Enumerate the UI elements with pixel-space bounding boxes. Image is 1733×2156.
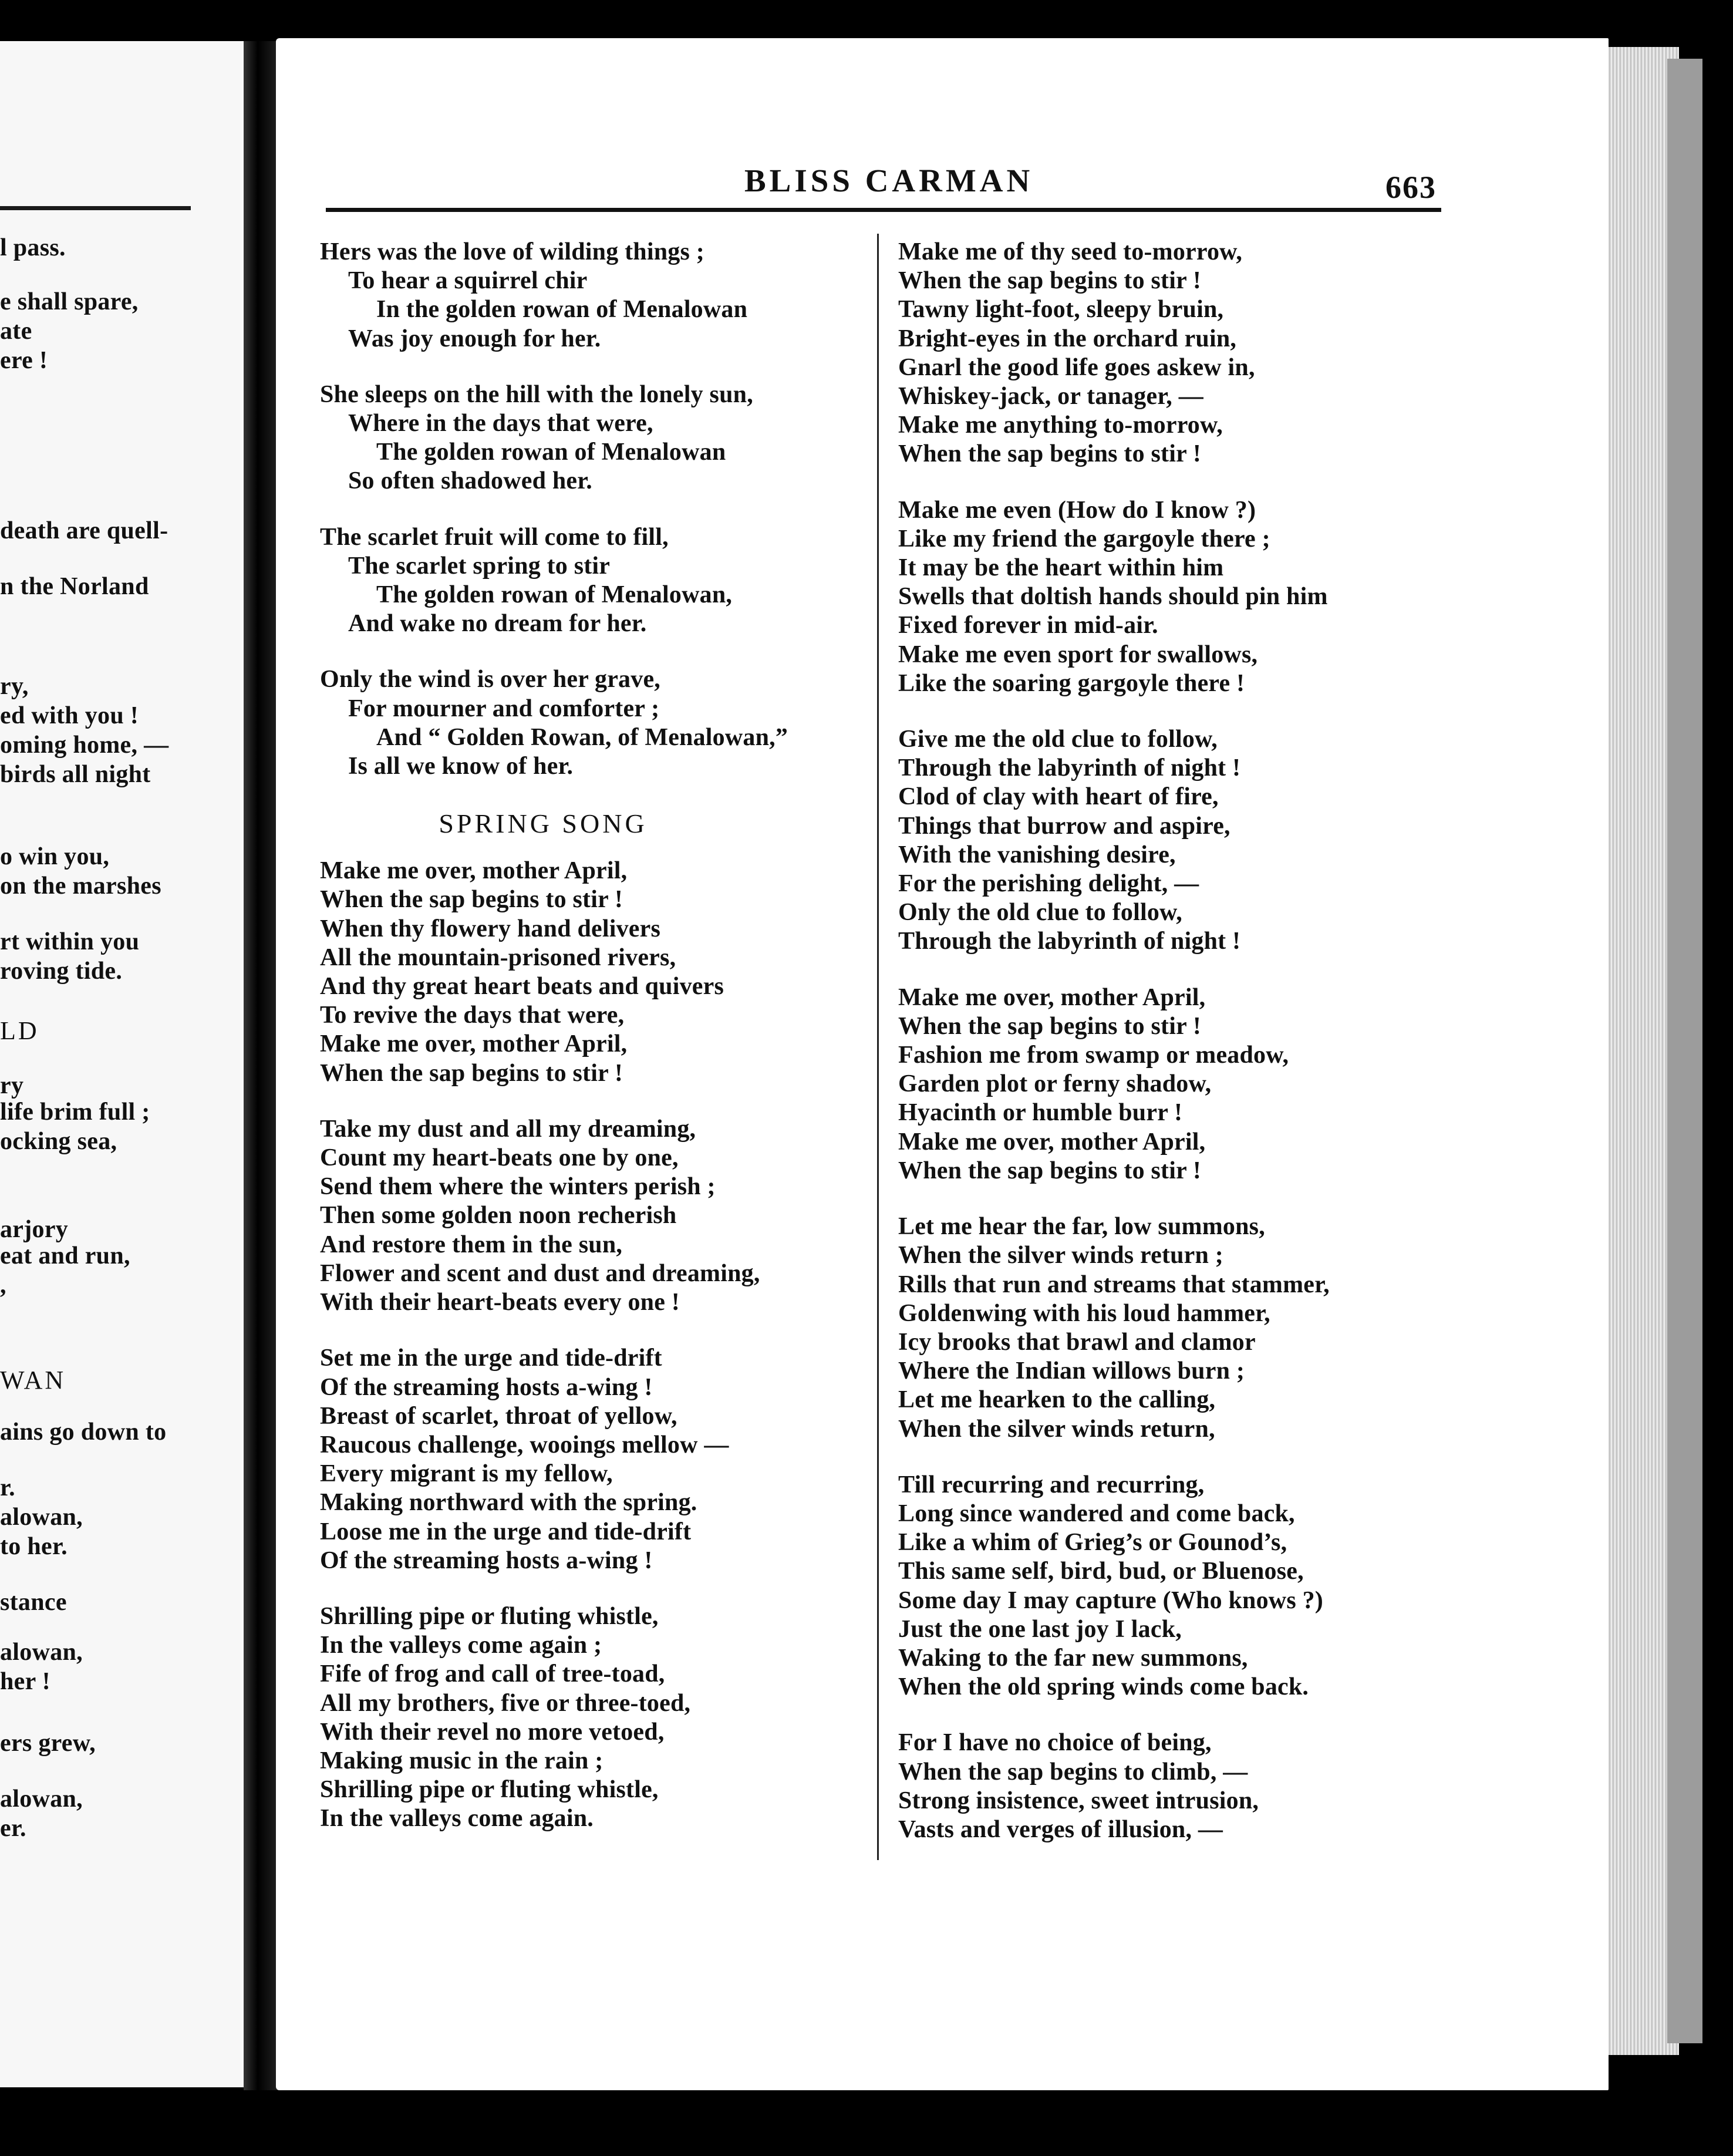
verse-line: She sleeps on the hill with the lonely sun, — [320, 380, 753, 408]
verse-line: Count my heart-beats one by one, — [320, 1144, 679, 1172]
verse-line: Where in the days that were, — [348, 410, 653, 437]
facing-page-fragment: ere ! — [0, 347, 48, 374]
verse-line: Flower and scent and dust and dreaming, — [320, 1259, 760, 1287]
facing-page-fragment: arjory — [0, 1216, 69, 1243]
verse-line: Make me over, mother April, — [320, 1030, 628, 1058]
verse-line: Shrilling pipe or fluting whistle, — [320, 1602, 659, 1630]
verse-line: Breast of scarlet, throat of yellow, — [320, 1402, 677, 1430]
verse-line: When thy flowery hand delivers — [320, 915, 661, 942]
stanza — [898, 983, 1438, 1185]
running-head: BLISS CARMAN — [744, 163, 1034, 198]
verse-line: When the sap begins to stir ! — [320, 1059, 623, 1087]
facing-page-fragment: ry, — [0, 673, 29, 700]
facing-page-fragment: life brim full ; — [0, 1099, 150, 1126]
poem-title: SPRING SONG — [439, 808, 648, 839]
facing-page-fragment: l pass. — [0, 234, 66, 261]
verse-line: Every migrant is my fellow, — [320, 1460, 613, 1488]
verse-line: The golden rowan of Menalowan, — [376, 581, 733, 609]
verse-line: Shrilling pipe or fluting whistle, — [320, 1776, 659, 1804]
verse-line: It may be the heart within him — [898, 554, 1224, 582]
verse-line: Some day I may capture (Who knows ?) — [898, 1586, 1323, 1614]
verse-line: For I have no choice of being, — [898, 1729, 1212, 1757]
facing-page-fragment: on the marshes — [0, 872, 161, 900]
facing-page-fragment: WAN — [0, 1366, 66, 1394]
verse-line: Of the streaming hosts a-wing ! — [320, 1547, 653, 1574]
facing-page-fragment: oming home, — — [0, 732, 169, 759]
facing-page-fragment: birds all night — [0, 761, 151, 788]
verse-line: Whiskey-jack, or tanager, — — [898, 383, 1203, 410]
right-column — [898, 238, 1438, 1871]
verse-line: The golden rowan of Menalowan — [376, 439, 726, 466]
verse-line: When the sap begins to stir ! — [320, 886, 623, 914]
verse-line: Like a whim of Grieg’s or Gounod’s, — [898, 1529, 1287, 1557]
verse-line: Make me over, mother April, — [898, 983, 1206, 1011]
facing-page-fragment: o win you, — [0, 843, 110, 870]
column-divider — [877, 234, 879, 1860]
verse-line: Icy brooks that brawl and clamor — [898, 1328, 1256, 1356]
page-number: 663 — [1385, 170, 1437, 205]
stanza — [898, 725, 1438, 956]
facing-page-fragment: death are quell- — [0, 517, 168, 544]
verse-line: Only the wind is over her grave, — [320, 666, 661, 693]
verse-line: This same self, bird, bud, or Bluenose, — [898, 1558, 1304, 1585]
verse-line: All the mountain-prisoned rivers, — [320, 944, 676, 971]
stanza — [320, 857, 872, 1088]
facing-page-fragment: ers grew, — [0, 1730, 96, 1757]
verse-line: Making northward with the spring. — [320, 1489, 697, 1517]
page-edges-shadow — [1667, 59, 1702, 2043]
facing-page-fragment: alowan, — [0, 1786, 83, 1813]
verse-line: When the sap begins to stir ! — [898, 440, 1202, 468]
stanza — [320, 238, 872, 353]
facing-page-fragment: stance — [0, 1589, 67, 1616]
verse-line: For mourner and comforter ; — [348, 695, 660, 722]
verse-line: When the old spring winds come back. — [898, 1673, 1309, 1701]
verse-line: Things that burrow and aspire, — [898, 812, 1230, 840]
book-gutter — [244, 41, 279, 2090]
verse-line: Where the Indian willows burn ; — [898, 1357, 1245, 1385]
verse-line: Was joy enough for her. — [348, 325, 601, 352]
verse-line: With the vanishing desire, — [898, 841, 1176, 868]
verse-line: Swells that doltish hands should pin him — [898, 583, 1328, 611]
verse-line: In the valleys come again ; — [320, 1632, 602, 1659]
stanza — [898, 1729, 1438, 1844]
stanza — [898, 1471, 1438, 1702]
verse-line: Hyacinth or humble burr ! — [898, 1099, 1183, 1127]
verse-line: Fife of frog and call of tree-toad, — [320, 1660, 665, 1688]
stanza — [320, 380, 872, 496]
verse-line: Of the streaming hosts a-wing ! — [320, 1373, 653, 1401]
verse-line: Through the labyrinth of night ! — [898, 754, 1241, 782]
verse-line: Just the one last joy I lack, — [898, 1615, 1182, 1643]
poem-spring-song — [320, 857, 872, 1833]
verse-line: The scarlet fruit will come to fill, — [320, 523, 669, 551]
verse-line: Like the soaring gargoyle there ! — [898, 669, 1245, 697]
verse-line: Bright-eyes in the orchard ruin, — [898, 325, 1237, 352]
facing-page-fragment: ate — [0, 318, 32, 345]
head-rule — [326, 208, 1441, 212]
verse-line: Goldenwing with his loud hammer, — [898, 1299, 1270, 1327]
verse-line: And wake no dream for her. — [348, 610, 647, 638]
facing-page-fragment: alowan, — [0, 1504, 83, 1531]
verse-line: So often shadowed her. — [348, 467, 592, 495]
verse-line: Tawny light-foot, sleepy bruin, — [898, 296, 1224, 324]
verse-line: The scarlet spring to stir — [348, 552, 611, 580]
verse-line: Give me the old clue to follow, — [898, 726, 1218, 753]
facing-page-fragment: r. — [0, 1474, 15, 1501]
stanza — [320, 665, 872, 781]
verse-line: Fashion me from swamp or meadow, — [898, 1042, 1289, 1069]
verse-line: Loose me in the urge and tide-drift — [320, 1518, 692, 1545]
verse-line: Like my friend the gargoyle there ; — [898, 525, 1270, 553]
poem-golden-rowan-ending — [320, 238, 872, 781]
facing-page-fragment: rt within you — [0, 928, 140, 955]
verse-line: When the silver winds return, — [898, 1415, 1215, 1443]
verse-line: To hear a squirrel chir — [348, 267, 588, 295]
facing-page-fragment: alowan, — [0, 1639, 83, 1666]
verse-line: Till recurring and recurring, — [898, 1471, 1205, 1498]
verse-line: In the golden rowan of Menalowan — [376, 296, 748, 324]
facing-page-fragment: ains go down to — [0, 1419, 167, 1446]
verse-line: Make me over, mother April, — [320, 857, 628, 885]
verse-line: Let me hear the far, low summons, — [898, 1213, 1265, 1241]
facing-page-fragment: roving tide. — [0, 958, 123, 985]
verse-line: Hers was the love of wilding things ; — [320, 238, 704, 265]
verse-line: Make me anything to-morrow, — [898, 412, 1223, 439]
facing-page-fragment: eat and run, — [0, 1242, 130, 1269]
verse-line: Take my dust and all my dreaming, — [320, 1115, 696, 1143]
stanza — [898, 1212, 1438, 1444]
verse-line: Waking to the far new summons, — [898, 1644, 1248, 1672]
verse-line: And thy great heart beats and quivers — [320, 973, 724, 1000]
verse-line: Gnarl the good life goes askew in, — [898, 353, 1255, 381]
verse-line: Rills that run and streams that stammer, — [898, 1271, 1330, 1298]
facing-page-fragment: to her. — [0, 1533, 68, 1560]
facing-page-fragment: LD — [0, 1016, 39, 1045]
verse-line: Garden plot or ferny shadow, — [898, 1070, 1212, 1098]
verse-line: In the valleys come again. — [320, 1805, 594, 1832]
verse-line: And “ Golden Rowan, of Menalowan,” — [376, 723, 788, 751]
facing-page-text — [0, 0, 247, 2114]
stanza — [320, 523, 872, 639]
verse-line: Making music in the rain ; — [320, 1747, 603, 1774]
verse-line: Only the old clue to follow, — [898, 899, 1182, 927]
facing-page-fragment: ocking sea, — [0, 1128, 117, 1155]
verse-line: Make me even sport for swallows, — [898, 641, 1258, 668]
verse-line: When the silver winds return ; — [898, 1242, 1223, 1269]
facing-page-fragment: her ! — [0, 1668, 50, 1695]
stanza — [320, 1602, 872, 1834]
verse-line: When the sap begins to stir ! — [898, 1157, 1202, 1184]
stanza — [898, 238, 1438, 469]
verse-line: Make me even (How do I know ?) — [898, 496, 1256, 524]
verse-line: And restore them in the sun, — [320, 1231, 623, 1258]
facing-page-fragment: , — [0, 1272, 6, 1299]
verse-line: Set me in the urge and tide-drift — [320, 1345, 662, 1372]
verse-line: Fixed forever in mid-air. — [898, 612, 1158, 639]
verse-line: Is all we know of her. — [348, 753, 574, 780]
verse-line: Send them where the winters perish ; — [320, 1173, 716, 1201]
stanza — [320, 1344, 872, 1575]
verse-line: Long since wandered and come back, — [898, 1500, 1295, 1527]
verse-line: With their revel no more vetoed, — [320, 1718, 665, 1746]
verse-line: Strong insistence, sweet intrusion, — [898, 1787, 1259, 1814]
verse-line: Make me of thy seed to-morrow, — [898, 238, 1243, 265]
left-column — [320, 238, 872, 1861]
poem-spring-song-continued — [898, 238, 1438, 1844]
verse-line: Let me hearken to the calling, — [898, 1386, 1216, 1414]
verse-line: Through the labyrinth of night ! — [898, 928, 1241, 955]
verse-line: Vasts and verges of illusion, — — [898, 1815, 1223, 1843]
verse-line: Raucous challenge, wooings mellow — — [320, 1431, 729, 1458]
verse-line: All my brothers, five or three-toed, — [320, 1689, 691, 1717]
verse-line: To revive the days that were, — [320, 1002, 625, 1029]
stanza — [320, 1115, 872, 1317]
verse-line: Make me over, mother April, — [898, 1128, 1206, 1156]
verse-line: Then some golden noon recherish — [320, 1202, 677, 1229]
verse-line: For the perishing delight, — — [898, 870, 1199, 898]
verse-line: When the sap begins to stir ! — [898, 267, 1202, 295]
facing-page-fragment: e shall spare, — [0, 288, 139, 315]
verse-line: When the sap begins to stir ! — [898, 1012, 1202, 1040]
verse-line: Clod of clay with heart of fire, — [898, 783, 1219, 811]
verse-line: With their heart-beats every one ! — [320, 1289, 680, 1316]
facing-page-fragment: ed with you ! — [0, 702, 139, 729]
stanza — [898, 496, 1438, 698]
facing-page-fragment: er. — [0, 1815, 26, 1842]
facing-page-fragment: n the Norland — [0, 573, 149, 600]
facing-page-fragment: ry — [0, 1072, 24, 1099]
verse-line: When the sap begins to climb, — — [898, 1758, 1248, 1786]
